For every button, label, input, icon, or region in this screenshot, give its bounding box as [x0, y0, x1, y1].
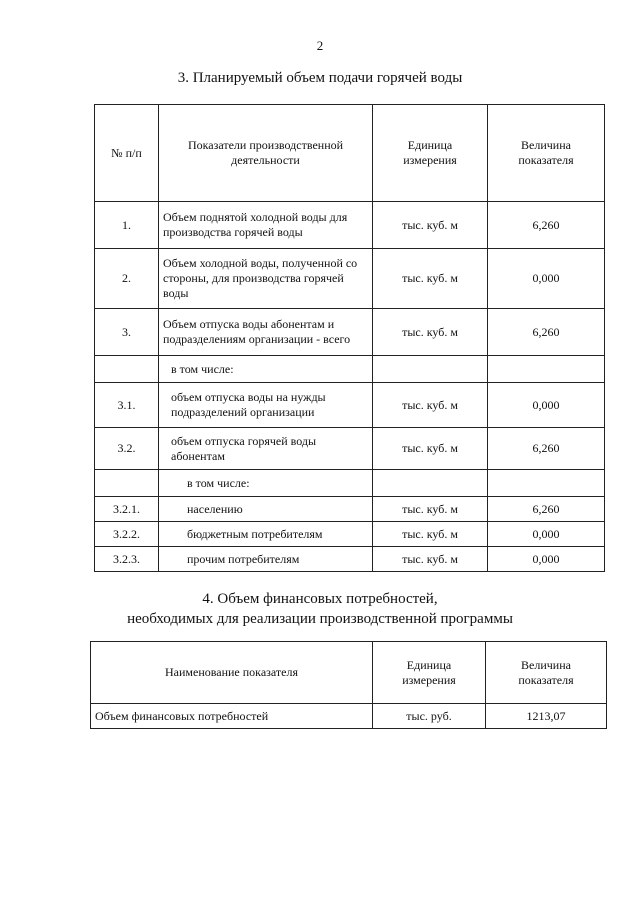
water-volume-table	[94, 104, 605, 572]
header-num: № п/п	[95, 105, 159, 202]
row-num: 3.2.	[95, 428, 159, 470]
financial-needs-table	[90, 641, 607, 729]
row-unit: тыс. куб. м	[373, 522, 488, 547]
row-unit	[373, 356, 488, 383]
table-row	[95, 522, 605, 547]
row-name: объем отпуска воды на нужды подразделений организации	[159, 383, 373, 428]
table-header-row	[91, 642, 607, 704]
row-value: 6,260	[488, 497, 605, 522]
row-name: населению	[159, 497, 373, 522]
row-name: прочим потребителям	[159, 547, 373, 572]
row-num	[95, 356, 159, 383]
row-value	[488, 470, 605, 497]
row-value	[488, 356, 605, 383]
row-value: 1213,07	[486, 704, 607, 729]
row-value: 0,000	[488, 249, 605, 309]
row-num: 3.	[95, 309, 159, 356]
section-title-line2: необходимых для реализации производственной программы	[127, 611, 513, 627]
row-name: в том числе:	[159, 356, 373, 383]
table-row	[95, 428, 605, 470]
row-num: 1.	[95, 202, 159, 249]
row-name: бюджетным потребителям	[159, 522, 373, 547]
page-number: 2	[316, 38, 324, 53]
row-name: объем отпуска горячей воды абонентам	[159, 428, 373, 470]
header-unit: Единица измерения	[373, 642, 486, 704]
header-value: Величина показателя	[486, 642, 607, 704]
row-unit: тыс. руб.	[373, 704, 486, 729]
section-title-line1: 4. Объем финансовых потребностей,	[202, 591, 438, 607]
row-num: 2.	[95, 249, 159, 309]
table-row	[95, 202, 605, 249]
row-value: 0,000	[488, 522, 605, 547]
row-value: 6,260	[488, 202, 605, 249]
table-row-subheading	[95, 356, 605, 383]
row-name: Объем холодной воды, полученной со стороны, для производства горячей воды	[159, 249, 373, 309]
row-value: 6,260	[488, 428, 605, 470]
row-unit: тыс. куб. м	[373, 249, 488, 309]
table-row	[95, 497, 605, 522]
table-row	[95, 249, 605, 309]
row-num: 3.1.	[95, 383, 159, 428]
row-unit: тыс. куб. м	[373, 497, 488, 522]
row-num: 3.2.2.	[95, 522, 159, 547]
row-unit: тыс. куб. м	[373, 202, 488, 249]
row-unit	[373, 470, 488, 497]
section-title-financial-needs	[0, 589, 640, 629]
row-value: 6,260	[488, 309, 605, 356]
row-name: Объем поднятой холодной воды для производства горячей воды	[159, 202, 373, 249]
row-name: Объем отпуска воды абонентам и подразделениям организации - всего	[159, 309, 373, 356]
row-num: 3.2.1.	[95, 497, 159, 522]
table-row	[91, 704, 607, 729]
table-row-subheading	[95, 470, 605, 497]
header-value: Величина показателя	[488, 105, 605, 202]
row-value: 0,000	[488, 547, 605, 572]
header-indicator: Наименование показателя	[91, 642, 373, 704]
row-num: 3.2.3.	[95, 547, 159, 572]
header-indicator: Показатели производственной деятельности	[159, 105, 373, 202]
table-row	[95, 547, 605, 572]
row-unit: тыс. куб. м	[373, 428, 488, 470]
row-name: Объем финансовых потребностей	[91, 704, 373, 729]
table-header-row	[95, 105, 605, 202]
row-unit: тыс. куб. м	[373, 383, 488, 428]
header-unit: Единица измерения	[373, 105, 488, 202]
row-unit: тыс. куб. м	[373, 309, 488, 356]
row-num	[95, 470, 159, 497]
table-row	[95, 383, 605, 428]
row-name: в том числе:	[159, 470, 373, 497]
row-value: 0,000	[488, 383, 605, 428]
section-title-water-volume: 3. Планируемый объем подачи горячей воды	[177, 70, 463, 86]
row-unit: тыс. куб. м	[373, 547, 488, 572]
table-row	[95, 309, 605, 356]
